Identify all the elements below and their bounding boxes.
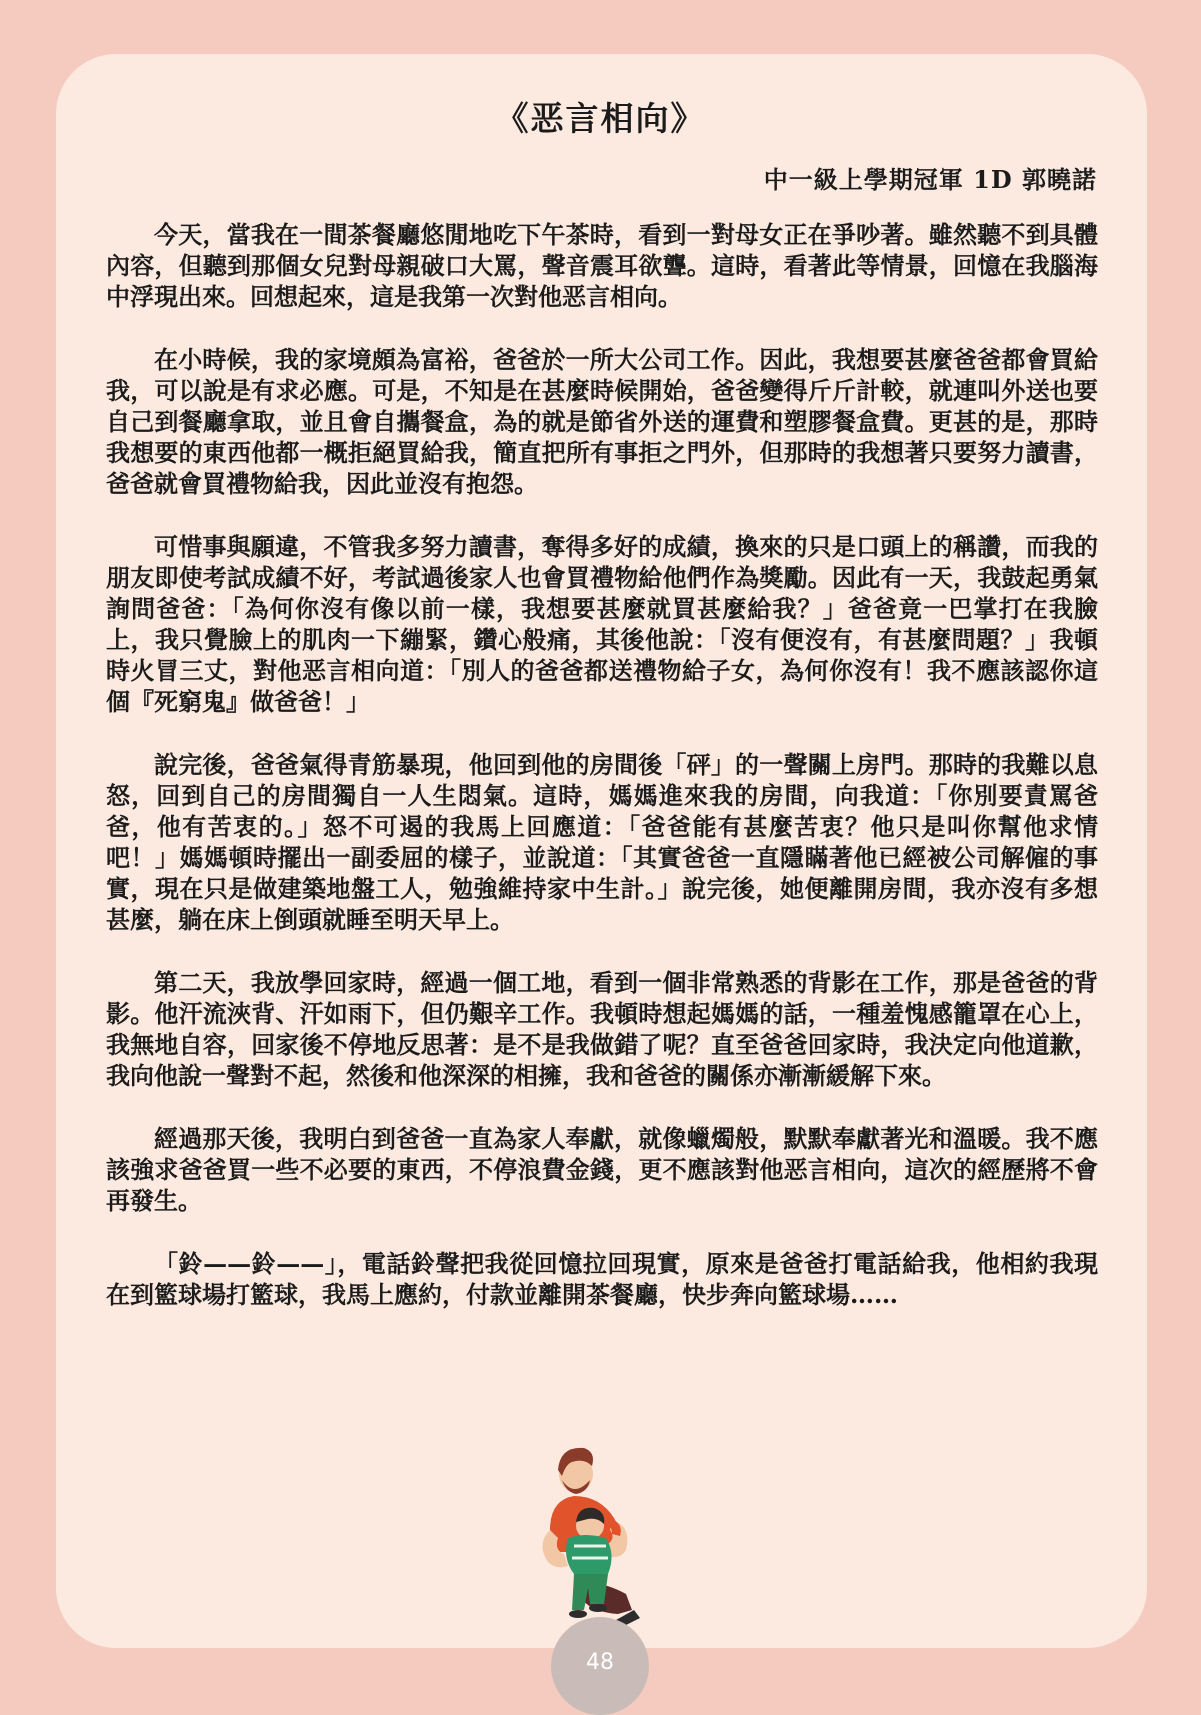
father-hugging-child-illustration [528,1434,678,1634]
paragraph-6: 經過那天後，我明白到爸爸一直為家人奉獻，就像蠟燭般，默默奉獻著光和溫暖。我不應該強求爸爸買一些不必要的東西，不停浪費金錢，更不應該對他恶言相向，這次的經歷將不會再發生。 [106,1124,1098,1215]
essay-title: 《恶言相向》 [495,99,706,138]
author-byline: 中一級上學期冠軍 1D 郭曉諾 [763,165,1097,194]
paragraph-5: 第二天，我放學回家時，經過一個工地，看到一個非常熟悉的背影在工作，那是爸爸的背影。他汗流浹背、汗如雨下，但仍艱辛工作。我頓時想起媽媽的話，一種羞愧感籠罩在心上，我無地自容，回家後不停地反思著：是不是我做錯了呢？直至爸爸回家時，我決定向他道歉，我向他說一聲對不起，然後和他深深的相擁，我和爸爸的關係亦漸漸緩解下來。 [106,968,1098,1090]
paragraph-7: 「鈴——鈴——」，電話鈴聲把我從回憶拉回現實，原來是爸爸打電話給我，他相約我現在到籃球場打籃球，我馬上應約，付款並離開茶餐廳，快步奔向籃球場…… [106,1249,1098,1309]
essay-body [106,219,1098,1342]
paragraph-3: 可惜事與願違，不管我多努力讀書，奪得多好的成績，換來的只是口頭上的稱讚，而我的朋友即使考試成績不好，考試過後家人也會買禮物給他們作為獎勵。因此有一天，我鼓起勇氣詢問爸爸：「為何你沒有像以前一樣，我想要甚麼就買甚麼給我？」爸爸竟一巴掌打在我臉上，我只覺臉上的肌肉一下繃緊，鑽心般痛，其後他說：「沒有便沒有，有甚麼問題？」我頓時火冒三丈，對他恶言相向道：「別人的爸爸都送禮物給子女，為何你沒有！我不應該認你這個『死窮鬼』做爸爸！」 [106,532,1098,716]
paragraph-4: 說完後，爸爸氣得青筋暴現，他回到他的房間後「砰」的一聲關上房門。那時的我難以息怒，回到自己的房間獨自一人生悶氣。這時，媽媽進來我的房間，向我道：「你別要責罵爸爸，他有苦衷的。」怒不可遏的我馬上回應道：「爸爸能有甚麼苦衷？他只是叫你幫他求情吧！」媽媽頓時擺出一副委屈的樣子，並說道：「其實爸爸一直隱瞞著他已經被公司解僱的事實，現在只是做建築地盤工人，勉強維持家中生計。」說完後，她便離開房間，我亦沒有多想甚麼，躺在床上倒頭就睡至明天早上。 [106,750,1098,934]
page-number: 48 [586,1650,614,1675]
paragraph-1: 今天，當我在一間茶餐廳悠閒地吃下午茶時，看到一對母女正在爭吵著。雖然聽不到具體內容，但聽到那個女兒對母親破口大罵，聲音震耳欲聾。這時，看著此等情景，回憶在我腦海中浮現出來。回想起來，這是我第一次對他恶言相向。 [106,220,1098,311]
paragraph-2: 在小時候，我的家境頗為富裕，爸爸於一所大公司工作。因此，我想要甚麼爸爸都會買給我，可以說是有求必應。可是，不知是在甚麼時候開始，爸爸變得斤斤計較，就連叫外送也要自己到餐廳拿取，並且會自攜餐盒，為的就是節省外送的運費和塑膠餐盒費。更甚的是，那時我想要的東西他都一概拒絕買給我，簡直把所有事拒之門外，但那時的我想著只要努力讀書，爸爸就會買禮物給我，因此並沒有抱怨。 [106,345,1098,498]
page-number-badge [551,1617,649,1715]
